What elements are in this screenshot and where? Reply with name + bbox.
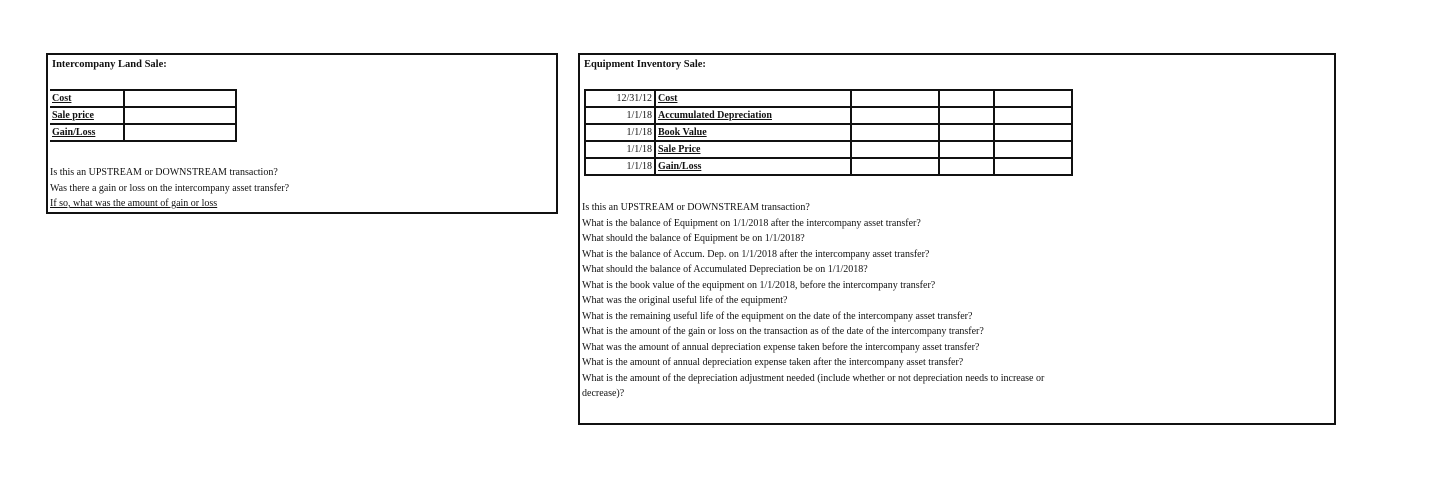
question-line: What is the amount of the depreciation adjustment needed (include whether or not depreciation needs to increase or: [582, 372, 1045, 384]
table-cell[interactable]: [994, 124, 1072, 141]
table-row: [50, 107, 236, 124]
land-sale-title: Intercompany Land Sale:: [52, 59, 167, 70]
equipment-questions-list: [582, 200, 1322, 422]
question-line: What should the balance of Accumulated Depreciation be on 1/1/2018?: [582, 264, 868, 275]
question-line: What is the balance of Accum. Dep. on 1/1/2018 after the intercompany asset transfer?: [582, 248, 930, 260]
row-label: Gain/Loss: [655, 158, 851, 175]
row-label: Book Value: [655, 124, 851, 141]
question-line: What was the original useful life of the equipment?: [582, 295, 788, 306]
row-date: 12/31/12: [585, 90, 655, 107]
table-cell[interactable]: [939, 141, 994, 158]
question-line: What is the balance of Equipment on 1/1/2018 after the intercompany asset transfer?: [582, 217, 921, 229]
land-questions-list: [50, 165, 289, 212]
row-date: 1/1/18: [585, 141, 655, 158]
table-cell[interactable]: [939, 158, 994, 175]
question-line: What is the book value of the equipment on 1/1/2018, before the intercompany transfer?: [582, 279, 936, 291]
table-row: [585, 107, 1072, 124]
land-sale-price-cell[interactable]: [124, 107, 236, 124]
row-date: 1/1/18: [585, 124, 655, 141]
row-label: Cost: [655, 90, 851, 107]
table-cell[interactable]: [939, 107, 994, 124]
table-cell[interactable]: [851, 124, 939, 141]
question-line: What should the balance of Equipment be on 1/1/2018?: [582, 233, 805, 244]
question-line: decrease)?: [582, 388, 625, 399]
question-line: What is the amount of the gain or loss on the transaction as of the date of the intercompany transfer?: [582, 326, 984, 337]
equipment-sale-panel: [578, 53, 1336, 425]
land-sale-panel: [46, 53, 558, 214]
table-cell[interactable]: [994, 141, 1072, 158]
table-cell[interactable]: [851, 107, 939, 124]
table-row: [50, 90, 236, 107]
table-row: [50, 124, 236, 141]
table-row: [585, 141, 1072, 158]
land-gain-loss-label: Gain/Loss: [50, 124, 124, 141]
table-row: [585, 90, 1072, 107]
land-gain-loss-cell[interactable]: [124, 124, 236, 141]
table-cell[interactable]: [939, 124, 994, 141]
table-row: [585, 158, 1072, 175]
equipment-sale-title: Equipment Inventory Sale:: [584, 59, 706, 70]
question-line: What was the amount of annual depreciation expense taken before the intercompany asset transfer?: [582, 341, 980, 353]
land-sale-price-label: Sale price: [50, 107, 124, 124]
table-cell[interactable]: [994, 158, 1072, 175]
row-label: Accumulated Depreciation: [655, 107, 851, 124]
row-date: 1/1/18: [585, 107, 655, 124]
question-line: Is this an UPSTREAM or DOWNSTREAM transaction?: [50, 167, 278, 178]
land-cost-label: Cost: [50, 90, 124, 107]
question-line: If so, what was the amount of gain or loss: [50, 198, 218, 209]
equipment-sale-table: [584, 89, 1073, 176]
table-cell[interactable]: [994, 107, 1072, 124]
table-cell[interactable]: [851, 141, 939, 158]
row-date: 1/1/18: [585, 158, 655, 175]
question-line: Is this an UPSTREAM or DOWNSTREAM transaction?: [582, 202, 810, 213]
table-cell[interactable]: [994, 90, 1072, 107]
land-sale-table: [50, 89, 237, 142]
question-line: What is the amount of annual depreciation expense taken after the intercompany asset transfer?: [582, 357, 964, 368]
table-cell[interactable]: [939, 90, 994, 107]
table-row: [585, 124, 1072, 141]
question-line: What is the remaining useful life of the equipment on the date of the intercompany asset transfer?: [582, 310, 973, 322]
land-cost-cell[interactable]: [124, 90, 236, 107]
table-cell[interactable]: [851, 90, 939, 107]
row-label: Sale Price: [655, 141, 851, 158]
question-line: Was there a gain or loss on the intercompany asset transfer?: [50, 182, 290, 194]
table-cell[interactable]: [851, 158, 939, 175]
